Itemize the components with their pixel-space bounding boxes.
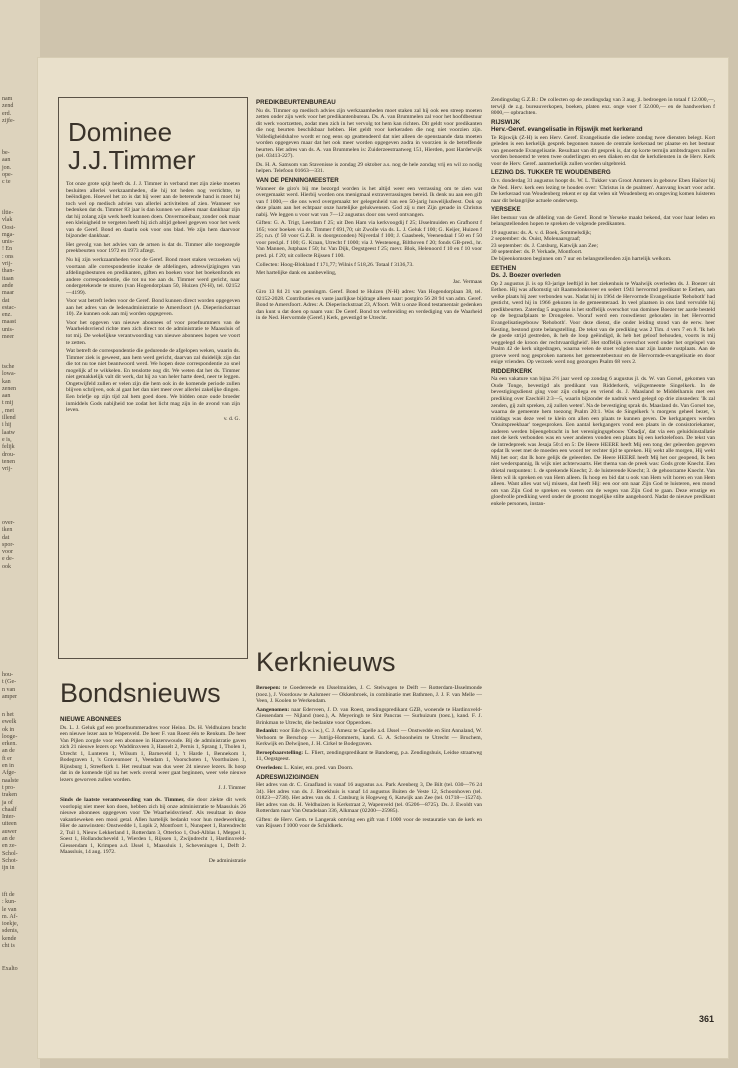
- rijswijk-heading: RIJSWIJK: [491, 118, 521, 126]
- kerknieuws-body: [256, 685, 482, 1010]
- gutter-fragment: n het ewelk ok in looge- erken. an de ft er en in Afge- naalste t pro- traken ja of chaalf Inter- uiteen auwer an de en ze- Schol- Schot- ijn in: [2, 712, 19, 872]
- kerknieuws-title: Kerknieuws: [256, 647, 396, 677]
- dominee-paragraph: Tot onze grote spijt heeft ds. J. J. Timmer in verband met zijn zieke moeten besluiten allerlei werkzaamheden, die hij tot heden nog verrichtte, te beëindigen. Hoewel het zo is dat hij weer aan de beterende hand is moet hij toch wel op medisch advies van allerlei activiteiten af zien. Wanneer we bedenken dat ds. Timmer 83 jaar is dan kunnen we alleen maar dankbaar zijn dat hij zolang zijn werk heeft kunnen doen. Onvermoeibaar, zonder ook maar een kleinigheid te vergeten heeft hij zich altijd geheel gegeven voor het werk van de Geref. Bond en daarin ook voor ons blad. We zijn hem daarvoor bijzonder dankbaar.: [66, 181, 240, 240]
- adreswijzigingen-heading: ADRESWIJZIGINGEN: [256, 773, 319, 781]
- kerknieuws-item-text: voor Ede (b.w.i.w.), C. J. Amesz te Capelle a.d. IJssel — Onstwedde en Sint Annaland, W. Verhoom te Berschop — Jutrijp-Hommerts, kand. G. A. Schoonheim te Utrecht — Bruchem, Kerkwijk en Delwijnen, J. H. Cirkel te Bodegraven.: [256, 728, 482, 748]
- dominee-paragraph: Voor wat betreft leden voor de Geref. Bond kunnen direct worden opgegeven aan het adres van de ledenadministratie te Amersfoort (A. Dieperinckstraat 10). Ze kunnen ook aan mij worden opgegeven.: [66, 298, 240, 318]
- abonnees-heading: NIEUWE ABONNEES: [60, 716, 122, 723]
- kerknieuws-item-label: Aangenomen:: [256, 706, 290, 713]
- gutter-fragment: Exalto: [2, 966, 18, 972]
- penningmeester-text: Wanneer de giro's bij me bezorgd worden is het altijd weer een verrassing om te zien wat overgemaakt werd. Hierbij worden ons menigmaal extraverrassingen bereid. Ik denk nu aan een gift van f 1000,— die ons werd overgemaakt ter gelegenheid van een 50-jarig huwelijksfeest. Ook op deze plaats aan het echtpaar onze hartelijke gelukwensen. God zij u met Zijn genade in Christus nabij. We leggen u voor wat van 7—12 augustus door ons werd ontvangen.: [256, 185, 482, 218]
- kerknieuws-item: [256, 728, 482, 748]
- lezing-heading: LEZING DS. TUKKER TE WOUDENBERG: [491, 169, 611, 177]
- giften-text: Giften: G. A. Trigt, Leerdam f 25; uit Den Ham via kerkvoogdij f 25; IJsselmuiden en Grafhorst f 165; voor boeken via ds. Timmer f 691,70; uit Zwolle via ds. L. J. Geluk f 100; G. Keijer, Huizen f 25; n.n. (f 50 voor G.Z.B. is doorgezonden) Nijverdal f 100; J. Gaasbeek, Veenendaal f 50 en f 50 voor pred.pl. f 100; G. Kraan, Utrecht f 1000; via J. Westeneng, Bilthoven f 20; fonds GB-pred., hr. Van Mannen, Jutphaas f 50; hr. Van Dijk, Oegstgeest f 25; mevr. Blok, Helenoord f 10 en f 10 voor pred. pl. f 20; uit collecte Rijssen f 100.: [256, 220, 482, 260]
- yerseke-list-item: 2 september: ds. Ouist, Molenaarsgraaf;: [491, 236, 581, 243]
- rijswijk-subheading: Herv.-Geref. evangelisatie in Rijswijk met kerkerand: [491, 126, 643, 134]
- penningmeester-signature: Jac. Vermaas: [452, 278, 482, 285]
- thanks-text: Met hartelijke dank en aanbeveling,: [256, 270, 337, 277]
- kerknieuws-item: [256, 765, 482, 772]
- dominee-paragraph: Nu hij zijn werkzaamheden voor de Geref. Bond moet staken verzoeken wij voortaan alle correspondentie inzake de afdelingen, adreswijzigingen van afdelingsbesturen en predikanten, giften en boeken voor het boekenfonds en andere correspondentie, die tot nu toe aan ds. Timmer werd gericht, naar ondergetekende te sturen (van Hogendorplaan 50, Huizen (N-H), tel. 02152—4199).: [66, 257, 240, 296]
- kerknieuws-item-text: L. Fliert, zendingspredikant te Bandoeng, p.a. Zendingshuis, Leidse straatweg 11, Oegstgeest.: [256, 749, 482, 763]
- ridderkerk-heading: RIDDERKERK: [491, 367, 533, 375]
- predikbureau-heading: PREDIKBEURTENBUREAU: [256, 99, 336, 106]
- eethen-text: Op 2 augustus jl. is op 83-jarige leeftijd in het ziekenhuis te Waalwijk overleden ds. J. Boezer uit Eethen. Hij was afkomstig uit Raamsdonksveer en sedert 1941 hervormd predikant te Eethen, aan welke plaats hij zeer verbonden was. Nadat hij in 1964 de Hervormde Evangelisatie 'Rehoboth' had gesticht, werd hij in 1966 gekozen in de gemeenteraad. In veel plaatsen in ons land vervulde hij predikbeurten. Zaterdag 5 augustus is het stoffelijk overschot van dominee Boezer ter aarde besteld op de begraafplaats te Drongelen. Vooraf werd een rouwdienst gehouden in het Hervormd Evangelisatiegebouw 'Rehoboth'. Voor deze dienst, die onder leiding stond van de eerw. heer Kesting, bestond grote belangstelling. De tekst van de prediking was 2 Tim. 4 vers 7 en 8. 'Ik heb de goede strijd gestreden, ik heb de loop geëindigd, ik heb het geloof behouden, voorts is mij weggelegd de kroon der rechtvaardigheid'. Het stoffelijk overschot werd onder het orgelspel van Psalm 42 de kerk uitgedragen, waarna velen de stoet volgden naar zijn laatste rustplaats. Aan de groeve werd nog gesproken namens het gemeentebestuur en de Hervormde-evangelisatie en door enige vrienden. Op verzoek werd nog gezongen Psalm 68 vers 2.: [491, 280, 715, 366]
- kerknieuws-item: [256, 707, 482, 727]
- samson-text: Ds. H. A. Samsom van Stavenisse is zondag 29 oktober a.s. nog de hele zondag vrij en wil zo nodig helpen. Telefoon 01663—331.: [256, 161, 482, 175]
- dominee-article-body: [66, 181, 240, 651]
- penningmeester-heading: VAN DE PENNINGMEESTER: [256, 177, 339, 185]
- bondsnieuws-body: [60, 714, 246, 1014]
- dominee-paragraph: Het gevolg van het advies van de artsen is dat ds. Timmer alle toegezegde preekbeurten voor 1972 en 1973 afzegt.: [66, 241, 240, 255]
- sinds-signature: De administratie: [208, 857, 246, 864]
- sinds-text: die door ziekte dit werk voorlopig niet meer kon doen, hebben zich bij onze administratie te Maassluis 26 nieuwe abonnees opgegeven voor 'De Waarheidsvriend'. Als resultaat in deze vakantieweken een mooi getal. Allen hartelijk bedankt voor hun medewerking. Hier de aanwinsten: Onstwedde 1, Lopik 2, Montfoort 1, Nunspeet 1, Barendrecht 2, Tuil 1, Nieuw Lekkerland 1, Rotterdam 3, Otterloo 1, Oud-Alblas 1, Meppel 1, Soest 1, Hollandscheveld 1, Wierden 1, Rijssen 1, Zwijndrecht 1, Hardinxveld-Giessendam 1, Krimpen a.d. IJssel 1, Maassluis 1, Scheveningen 1, Delft 2. Maassluis, 14 aug. 1972.: [60, 797, 246, 856]
- kerknieuws-item-text: naar Ederveen, J. D. van Roest, zendingspredikant GZB, wonende te Hardinxveld-Giessendam — Nijland (toez.), A. Meyeringh te Sint Pancras — Surhuizum (toez.), kand. F. J. Brinkman te Utrecht, die bedankte voor Opperdoes.: [256, 706, 482, 726]
- kerknieuws-item-label: Beroepbaarstelling:: [256, 749, 304, 756]
- yerseke-heading: YERSEKE: [491, 206, 521, 214]
- kerknieuws-item-label: Beroepen:: [256, 685, 281, 691]
- sinds-heading: Sinds de laatste verantwoording van ds. Timmer,: [60, 797, 185, 804]
- zendingsdag-text: Zendingsdag G.Z.B.: De collecten op de zendingsdag van 3 aug. jl. bedroegen in totaal f 12.000,—, terwijl de z.g. bureauverkopen, boeken, platen enz. onge voer f 32.000,— en de handwerken f 8000,— opbrachten.: [491, 97, 715, 117]
- kerknieuws-item-label: Bedankt:: [256, 728, 279, 735]
- dominee-title: Dominee: [68, 117, 173, 147]
- dominee-paragraph: Voor het opgeven van nieuwe abonnees of voor proefnummers van de Waarheidsvriend richte men zich direct tot de administratie te Maassluis of tot mij. De wekelijkse verantwoording van nieuwe abonnees hopen we voort te zetten.: [66, 319, 240, 346]
- yerseke-closing: De bijeenkomsten beginnen om 7 uur en belangstellenden zijn hartelijk welkom.: [491, 256, 672, 263]
- giro-text: Giro 13 84 21 van penningm. Geref. Bond te Huizen (N-H) adres: Van Hogendorplaan 38, tel. 02152-2028. Contributies en vaste jaarlijkse bijdrage alleen naar: postgiro 56 28 94 van adm. Geref. Bond te Amersfoort. Adres: A. Dieperinckstraat 23, A'foort. Wilt u onze Bond testamentair gedenken dan kunt u dat doen op naam van: De Geref. Bond tot verbreiding en verdediging van de Waarheid in de Ned. Hervormde (Geref.) Kerk, gevestigd te Utrecht.: [256, 289, 482, 322]
- eethen-subheading: Ds. J. Boezer overleden: [491, 272, 561, 280]
- abonnees-text: Ds. L. J. Geluk gaf een proefnummeradres voor Heino. Ds. H. Veldhuizen bracht een nieuwe lezer aan te Wapenveld. De heer F. van Roest één te Renkum. De heer Van Pijlen zorgde voor een abonnee in Hazerswoude. Bij de administratie gaven zich 21 nieuwe lezers op: Waddinxveen 3, Hasselt 2, Pernis 1, Sprang 1, Tholen 1, Utrecht 1, Lunteren 1, Wilsum 1, Barneveld 1, 't Harde 1, Bennekom 1, Bodegraven 1, 's Gravenmoer 1, Veendam 1, Voorschoten 1, Voorthuizen 1, Rijnsburg 1, Streefkerk 1. Het resultaat was dus weer 24 nieuwe lezers. Ik hoop dat in de komende tijd nu het werk overal weer gaat beginnen, weer vele nieuwe lezers geworven zullen worden.: [60, 724, 246, 783]
- dominee-paragraph: Wat betreft de correspondentie die gedurende de afgelopen weken, waarin ds. Timmer ziek is geweest, aan hem werd gericht, daarvan zal duidelijk zijn dat die tot nu toe niet beantwoord werd. We hopen deze correspondentie zo snel mogelijk af te wikkelen. En tenslotte nog dit. We weten dat het ds. Timmer niet gemakkelijk valt dit werk, dat hij zo van heler harte deed, neer te leggen. Ongetwijfeld zullen er velen zijn die hem ook in de komende periode zullen blijven schrijven, ook al gaat het dan niet meer over allerlei zakelijke dingen. Een briefje op zijn tijd zal hem goed doen. We bidden onze oude broeder inmiddels Gods nabijheid toe zodat het licht mag zijn in de avond van zijn leven.: [66, 348, 240, 414]
- bondsnieuws-title: Bondsnieuws: [60, 678, 221, 708]
- yerseke-list-item: 23 september: ds. J. Catsburg, Katwijk aan Zee;: [491, 242, 599, 249]
- right-column: [491, 97, 715, 1027]
- giften-restauratie-text: Giften: de Herv. Gem. te Langerak ontving een gift van f 1000 voor de restauratie van de kerk en van Rijssen f 1000 voor de Schildkerk.: [256, 816, 482, 830]
- kerknieuws-item: [256, 685, 482, 705]
- adreswijzigingen-text: Het adres van dr. C. Graafland is vanaf 16 augustus a.s. Park Arenberg 3, De Bilt (tel. 030—76 24 34). Het adres van ds. J. Broekhuis is vanaf 14 augustus Buiten de Veste 12, Schoonhoven (tel. 01823—2738). Het adres van ds. J. Catsburg is Hogeweg 6, Katwijk aan Zee (tel. 01718—15274). Het adres van ds. H. Veldhuizen is Kerkstraat 2, Wapenveld (tel. 05206—8725). Ds. J. Ewoldt van Rotterdam naar Van Ostadelaan 336, Alkmaar (02200—25985).: [256, 782, 482, 815]
- eethen-heading: EETHEN: [491, 264, 517, 272]
- predikbureau-text: Nu ds. Timmer op medisch advies zijn werkzaamheden moet staken zal hij ook een streep moeten zetten onder zijn werk voor het predikantenbureau. Ds. A. van Brummelen zal voor het hoofdbestuur dit werk voortzetten, zodat men zich in het vervolg tot hem kan richten. Dit geldt voor predikanten die nog beurten beschikbaar hebben. Het geldt voor kerkeraden die nog niet voorzien zijn. Volledigheidshalve wordt er nog eens op geattendeerd dat niet alleen de openstaande data moeten worden opgegeven maar dat het ook meer worden opgegeven zodra in voorzien is de betreffende beurten. Het adres van ds. A. van Brummelen is: Zuiderzeestraatweg 151, Hierden, post Harderwijk (tel. 03413-227).: [256, 107, 482, 160]
- rijswijk-text: Te Rijswijk (Z-H) is een Herv. Geref. Evangelisatie die iedere zondag twee diensten belegt. Kort geleden is een kerkelijk gesprek begonnen tussen de centrale kerkeraad ter plaatse en het bestuur van genoemde Evangelisatie. Resultaat van dit gesprek is, dat op korte termijn ambtsdragers zullen worden benoemd te veten twee ouderlingen en een diaken en dat de kerkdiensten in de Herv. Kerk voor de Herv. Geref. aanmerkelijk zullen worden uitgebreid.: [491, 134, 715, 167]
- middle-column-top: [256, 97, 482, 645]
- previous-page-gutter: [0, 0, 40, 1068]
- kerknieuws-item-label: Overleden:: [256, 765, 283, 772]
- gutter-fragment: be- aan jon. ope- c te: [2, 150, 13, 186]
- gutter-fragment: over- iken dat spor- voor e de- ook: [2, 520, 15, 570]
- collecten-text: Collecten: Hoog-Blokland f 171,77; Wilnis f 518,26. Totaal f 3136,73.: [256, 261, 414, 268]
- abonnees-signature: J. J. Timmer: [218, 785, 246, 792]
- yerseke-list-item: 30 september: ds. P. Verkade, Montfoort.: [491, 249, 583, 256]
- kerknieuws-item-text: te Goedereede en IJsselmuiden, J. C. Stelwagen te Delft — Rotterdam-IJsselmonde (toez.), J. Voordouw te Aalsmeer — Okkenbroek, in combinatie met Bathmen, J. J. F. van Melle — Veen, J. Koolen te Werkendam.: [256, 685, 482, 705]
- kerknieuws-item-text: L. Knier, em. pred. van Doorn.: [282, 765, 354, 772]
- dominee-name-title: J.J.Timmer: [68, 145, 196, 175]
- dominee-signature: v. d. G.: [223, 415, 240, 422]
- kerknieuws-item: [256, 750, 482, 763]
- sinds-paragraph: [60, 797, 246, 856]
- page-number: 361: [699, 1014, 715, 1024]
- gutter-fragment: nam zend erd. zijfe-: [2, 96, 15, 124]
- lezing-text: D.v. donderdag 31 augustus hoopt ds. W. L. Tukker van Groot Ammers in gebouw Eben Haëzer bij de Ned. Herv. kerk een lezing te houden over: 'Christus in de psalmen'. Aanvang kwart voor acht. De kerkeraad van Woudenberg rekent er op dat velen uit Woudenberg en omgeving komen luisteren naar dit belangrijke actuele onderwerp.: [491, 178, 715, 204]
- gutter-fragment: tsche lowa- kan zenen aan t mij , met illend i hij laatw e is, felijk drou- tenen vrij-: [2, 364, 16, 473]
- ridderkerk-text: Na een vakature van bijna 2½ jaar werd op zondag 6 augustus jl. ds. W. van Gorsel, gekomen van Oude Tonge, bevestigd als predikant van Ridderkerk, wijkgemeente Singelkerk. In de bevestigingsdienst ging voor zijn collega en vriend ds. J. Maasland te Middelharnis met een prediking over Ezechiël 2:3—5, waarin bijzonder de nadruk werd gelegd op drie zinsneden: 'Ik zal zenden, gij zult spreken, zij zullen weten'. Na de bevestiging sprak ds. Maasland ds. Van Gorsel toe, waarna de gemeente hem toezong Psalm 20:1. Was de Singelkerk 's morgens geheel bezet, 's middags was deze veel te klein om allen een plaats te kunnen geven. De kerkgangers werden 'Onuitspreekbaar' toegesproken. Een aantal kerkgangers vond een plaats in de consistoriekamer, anderen werden bijeengebracht in het verenigingsgebouw 'Obadja', dat via een geluidsinstallatie met de kerk verbonden was en weer anderen vonden een plaats bij een kerktelefoon. De tekst van de intredepreek was Jesaja 50:4 en 5: De Heere HEERE heeft Mij een tong der geleerden gegeven opdat Ik weet met de moeden een woord ter rechter tijd te spreken. Hij wekt alle morgen, Hij wekt Mij het oor; dat Ik hore gelijk de geleerden. De Heere HEERE heeft Mij het oor geopend, Ik ben niet wederspannig, Ik wijk niet achterwaarts. Het thema van de preek was: Gods grote Knecht. Een drietal rustpunten: 1. de sprekende Knecht; 2. de luisterende Knecht; 3. de gehoorzame Knecht. Van Hem wil ik spreken en van Hem alleen. Ik hoop en bid dat u ook van Hem wilt horen en van Hem alleen. Want alles wat wij missen, dat heeft Hij: een oor om naar Zijn God te luisteren, een mond om van Zijn God te spreken en voeten om de wegen van Zijn God te gaan. Deze ernstige en gloedvolle prediking werd onder de grootst mogelijke stilte aangehoord. Nadat de nieuwe predikant enkele personen, instan-: [491, 376, 715, 507]
- gutter-fragment: hou- t (Ge- n van amper: [2, 672, 17, 700]
- yerseke-text: Het bestuur van de afdeling van de Geref. Bond te Yerseke maakt bekend, dat voor haar leden en belangstellenden hopen te spreken de volgende predikanten.: [491, 214, 715, 228]
- gutter-fragment: ift de : kun- le van m. Af- ioekje, sdenis, kende cht is: [2, 892, 19, 950]
- gutter-fragment: iltie- vlak Oost- mga- unis- ! En : ons vrij- than- itaan ande maar dat estac- enz. maast unis- meer: [2, 210, 16, 341]
- yerseke-list-item: 19 augustus: ds. A. v. d. Boek, Sommelsdijk;: [491, 229, 592, 236]
